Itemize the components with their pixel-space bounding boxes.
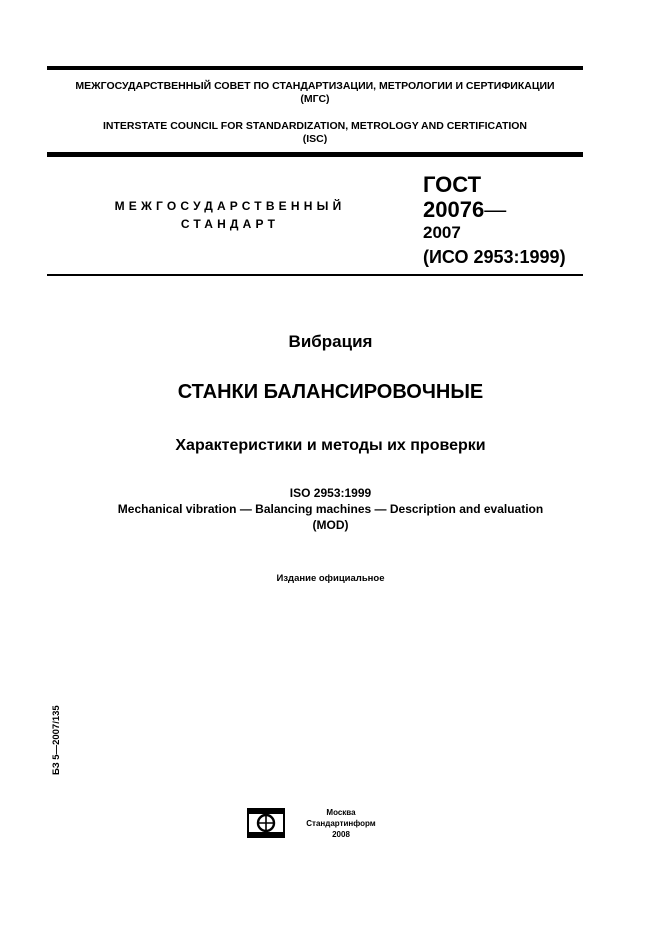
iso-code: ISO 2953:1999 <box>289 486 372 500</box>
standard-label <box>95 197 365 233</box>
gost-dash: — <box>484 197 507 222</box>
iso-title: Mechanical vibration — Balancing machines — Description and evaluation <box>117 502 544 516</box>
middle-rule <box>47 152 583 157</box>
gost-year: 2007 <box>423 223 461 242</box>
bottom-rule <box>47 274 583 276</box>
council-ru-name: МЕЖГОСУДАРСТВЕННЫЙ СОВЕТ ПО СТАНДАРТИЗАЦИИ, МЕТРОЛОГИИ И СЕРТИФИКАЦИИ <box>75 80 555 92</box>
publisher-info <box>296 807 386 840</box>
standard-label-line2: СТАНДАРТ <box>180 217 280 231</box>
title-subtitle: Характеристики и методы их проверки <box>175 437 486 454</box>
gost-prefix: ГОСТ <box>423 172 482 197</box>
council-en <box>47 120 583 146</box>
publisher-city: Москва <box>326 808 356 817</box>
publisher-year: 2008 <box>332 830 350 839</box>
publisher-name: Стандартинформ <box>306 819 376 828</box>
standard-label-line1: МЕЖГОСУДАРСТВЕННЫЙ <box>114 199 346 213</box>
iso-block <box>0 485 661 533</box>
top-rule <box>47 66 583 70</box>
edition-note: Издание официальное <box>276 573 385 584</box>
gost-number: 20076 <box>423 197 485 222</box>
council-en-abbr: (ISC) <box>302 133 328 145</box>
council-en-name: INTERSTATE COUNCIL FOR STANDARDIZATION, METROLOGY AND CERTIFICATION <box>102 120 528 132</box>
publisher-logo-icon <box>247 808 285 838</box>
gost-iso-ref: (ИСО 2953:1999) <box>423 247 566 267</box>
designation-block <box>423 172 566 269</box>
title-main: СТАНКИ БАЛАНСИРОВОЧНЫЕ <box>177 381 484 403</box>
council-ru <box>47 80 583 106</box>
gost-number-line <box>423 197 566 222</box>
council-ru-abbr: (МГС) <box>300 93 330 105</box>
iso-degree: (MOD) <box>312 518 349 532</box>
side-code: БЗ 5—2007/135 <box>51 705 62 775</box>
title-topic: Вибрация <box>288 332 373 351</box>
